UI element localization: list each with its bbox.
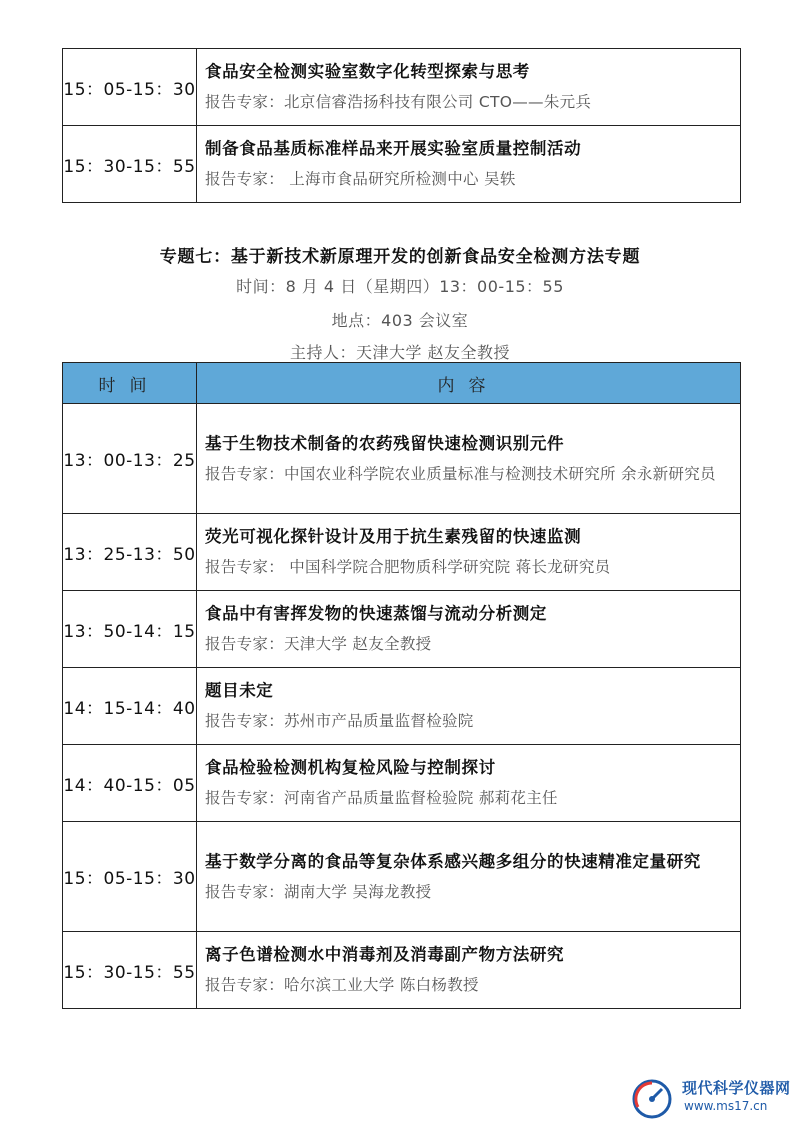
row-time: 13：00-13：25 [63, 404, 197, 514]
talk-title: 基于数学分离的食品等复杂体系感兴趣多组分的快速精准定量研究 [205, 851, 701, 871]
session-venue: 地点：403 会议室 [331, 311, 469, 330]
table-row [63, 514, 741, 591]
row-content [197, 126, 741, 203]
talk-speaker: 报告专家：北京信睿浩扬科技有限公司 CTO——朱元兵 [205, 93, 592, 111]
row-time: 15：30-15：55 [63, 932, 197, 1009]
table-row [63, 745, 741, 822]
talk-title: 食品安全检测实验室数字化转型探索与思考 [205, 62, 530, 81]
table-header-row [63, 363, 741, 404]
talk-title: 制备食品基质标准样品来开展实验室质量控制活动 [205, 139, 582, 158]
schedule-table-continued [62, 48, 741, 203]
row-time: 15：30-15：55 [63, 126, 197, 203]
watermark-logo [628, 1073, 791, 1123]
talk-speaker: 报告专家：天津大学 赵友全教授 [205, 635, 432, 653]
row-content [197, 932, 741, 1009]
talk-speaker: 报告专家：苏州市产品质量监督检验院 [205, 712, 474, 730]
table-row [63, 822, 741, 932]
row-time: 14：40-15：05 [63, 745, 197, 822]
row-time: 15：05-15：30 [63, 49, 197, 126]
table-row [63, 404, 741, 514]
row-content [197, 514, 741, 591]
talk-speaker: 报告专家：中国农业科学院农业质量标准与检测技术研究所 余永新研究员 [205, 464, 716, 483]
row-content [197, 745, 741, 822]
gauge-icon [628, 1073, 676, 1121]
row-time: 13：50-14：15 [63, 591, 197, 668]
table-row [63, 591, 741, 668]
talk-title: 题目未定 [205, 681, 274, 700]
talk-title: 基于生物技术制备的农药残留快速检测识别元件 [205, 433, 565, 453]
session-title: 专题七：基于新技术新原理开发的创新食品安全检测方法专题 [159, 247, 641, 267]
table-row [63, 932, 741, 1009]
row-time: 14：15-14：40 [63, 668, 197, 745]
watermark-url: www.ms17.cn [684, 1099, 768, 1113]
row-time: 13：25-13：50 [63, 514, 197, 591]
session-host: 主持人：天津大学 赵友全教授 [289, 343, 511, 362]
row-content [197, 591, 741, 668]
row-content [197, 822, 741, 932]
talk-speaker: 报告专家：湖南大学 吴海龙教授 [205, 882, 432, 901]
talk-title: 荧光可视化探针设计及用于抗生素残留的快速监测 [205, 527, 582, 546]
row-content [197, 668, 741, 745]
talk-speaker: 报告专家： 中国科学院合肥物质科学研究院 蒋长龙研究员 [205, 558, 611, 576]
watermark-name: 现代科学仪器网 [682, 1079, 791, 1097]
row-time: 15：05-15：30 [63, 822, 197, 932]
talk-speaker: 报告专家：河南省产品质量监督检验院 郝莉花主任 [205, 789, 558, 807]
header-time: 时间 [63, 363, 197, 404]
header-content: 内容 [197, 363, 741, 404]
talk-speaker: 报告专家： 上海市食品研究所检测中心 吴轶 [205, 170, 516, 188]
session-time: 时间：8 月 4 日（星期四）13：00-15：55 [236, 277, 564, 296]
talk-title: 食品检验检测机构复检风险与控制探讨 [205, 758, 496, 777]
table-row [63, 668, 741, 745]
talk-speaker: 报告专家：哈尔滨工业大学 陈白杨教授 [205, 976, 479, 994]
table-row [63, 49, 741, 126]
row-content [197, 404, 741, 514]
talk-title: 食品中有害挥发物的快速蒸馏与流动分析测定 [205, 604, 547, 623]
table-row [63, 126, 741, 203]
schedule-table [62, 362, 741, 1009]
talk-title: 离子色谱检测水中消毒剂及消毒副产物方法研究 [205, 945, 565, 964]
row-content [197, 49, 741, 126]
